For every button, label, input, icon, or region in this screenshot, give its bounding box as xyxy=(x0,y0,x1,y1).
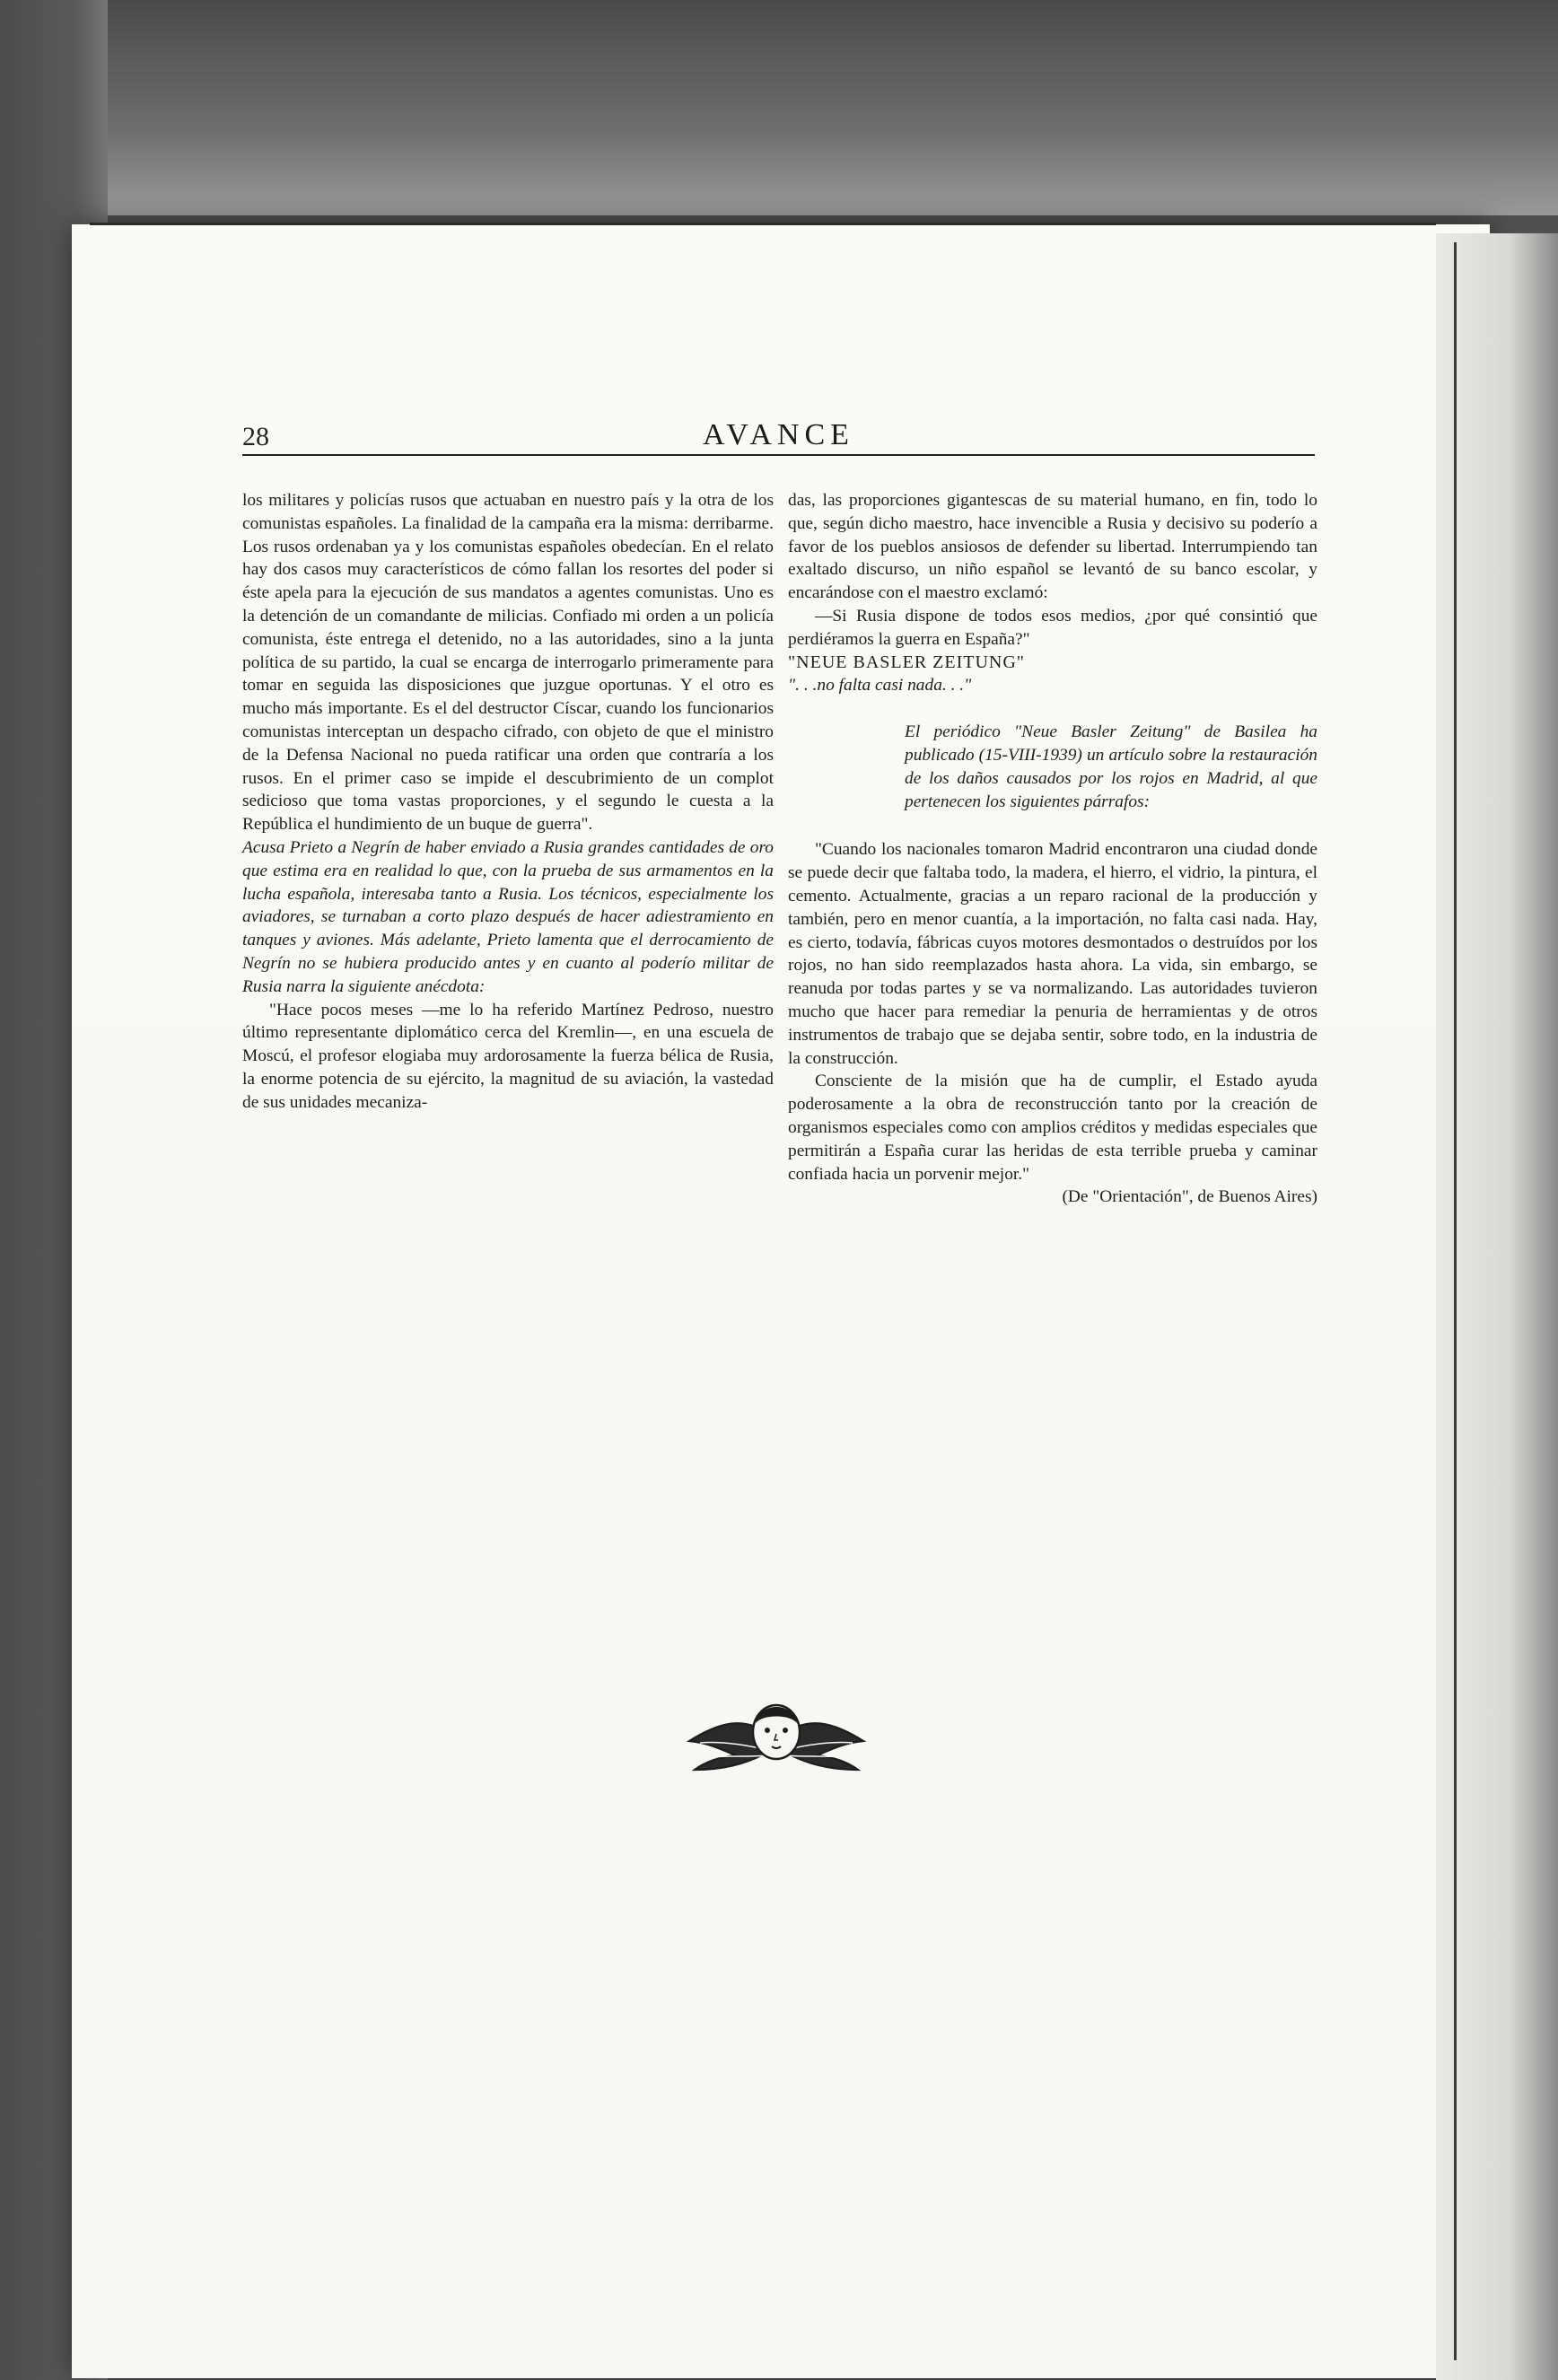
scan-background-top xyxy=(0,0,1558,215)
right-column xyxy=(788,489,1317,1209)
source-attribution: (De "Orientación", de Buenos Aires) xyxy=(1062,1187,1317,1207)
right-paragraph-3: "Cuando los nacionales tomaron Madrid encontraron una ciudad donde se puede decir que faltaba todo, la madera, el hierro, el vidrio, la pintura, el cemento. Actualmente, gracias a un reparo racional de la producción y también, pero en menor cuantía, a la importación, no falta casi nada. Hay, es cierto, todavía, fábricas cuyos motores desmontados o destruídos por los rojos, no han sido reemplazados hasta ahora. La vida, sin embargo, se reanuda por todas partes y se va normalizando. Las autoridades tuvieron mucho que hacer para remediar la penuria de herramientas y de otros instrumentos de trabajo que se dejaba sentir, sobre todo, en la industria de la construcción. xyxy=(788,840,1317,1068)
winged-cherub-ornament-icon xyxy=(682,1687,871,1786)
page-top-edge xyxy=(90,223,1436,225)
right-paragraph-2: —Si Rusia dispone de todos esos medios, ¿por qué consintió que perdiéramos la guerra en España?" xyxy=(788,606,1317,649)
left-paragraph-2: "Hace pocos meses —me lo ha referido Martínez Pedroso, nuestro último representante diplomático cerca del Kremlin—, en una escuela de Moscú, el profesor elogiaba muy ardorosamente la fuerza bélica de Rusia, la enorme potencia de su ejército, la magnitud de su aviación, la vastedad de sus unidades mecaniza- xyxy=(242,1000,774,1112)
right-paragraph-1: das, las proporciones gigantescas de su material humano, en fin, todo lo que, según dicho maestro, hace invencible a Rusia y decisivo su poderío a favor de los pueblos ansiosos de defender su libertad. Interrumpiendo tan exaltado discurso, un niño español se levantó de su banco escolar, y encarándose con el maestro exclamó: xyxy=(788,491,1317,603)
left-paragraph-1: los militares y policías rusos que actuaban en nuestro país y la otra de los comunistas españoles. La finalidad de la campaña era la misma: derribarme. Los rusos ordenaban ya y los comunistas españoles obedecían. En el relato hay dos casos muy característicos de cómo fallan los resortes del poder si éste apela para la ejecución de sus mandatos a agentes comunistas. Uno es la detención de un comandante de milicias. Confiado mi orden a un policía comunista, éste entrega el detenido, no a las autoridades, sino a la junta política de su partido, la cual se encarga de interrogarlo primeramente para tomar en seguida las disposiciones que juzgue oportunas. Y el otro es mucho más importante. Es el del destructor Císcar, cuando los funcionarios comunistas interceptan un despacho cifrado, con objeto de que el ministro de la Defensa Nacional no pueda ratificar una orden que contraría a los rusos. En el primer caso se impide el descubrimiento de un complot sedicioso que toma vastas proporciones, y el segundo le cuesta a la República el hundimiento de un buque de guerra". xyxy=(242,491,774,835)
section-title: "NEUE BASLER ZEITUNG" xyxy=(788,652,1025,672)
left-column xyxy=(242,489,774,1115)
page-gutter-line xyxy=(1454,242,1457,2360)
right-italic-summary: El periódico "Neue Basler Zeitung" de Basilea ha publicado (15-VIII-1939) un artículo sobre la restauración de los daños causados por los rojos en Madrid, al que pertenecen los siguientes párrafos: xyxy=(905,722,1317,811)
left-italic-summary: Acusa Prieto a Negrín de haber enviado a Rusia grandes cantidades de oro que estima era en realidad lo que, con la prueba de sus armamentos en la lucha española, interesaba tanto a Rusia. Los técnicos, especialmente los aviadores, se turnaban a corto plazo después de hacer adiestramiento en tanques y aviones. Más adelante, Prieto lamenta que el derrocamiento de Negrín no se hubiera producido antes y en cuanto al poderío militar de Rusia narra la siguiente anécdota: xyxy=(242,837,774,996)
page-header xyxy=(242,418,1315,456)
page-number: 28 xyxy=(242,422,269,451)
section-subtitle: ". . .no falta casi nada. . ." xyxy=(788,676,972,696)
journal-title: AVANCE xyxy=(703,418,854,451)
right-paragraph-4: Consciente de la misión que ha de cumplir, el Estado ayuda poderosamente a la obra de reconstrucción tanto por la creación de organismos especiales como con amplios créditos y medidas especiales que permitirán a España curar las heridas de esta terrible prueba y caminar confiada hacia un porvenir mejor." xyxy=(788,1072,1317,1184)
